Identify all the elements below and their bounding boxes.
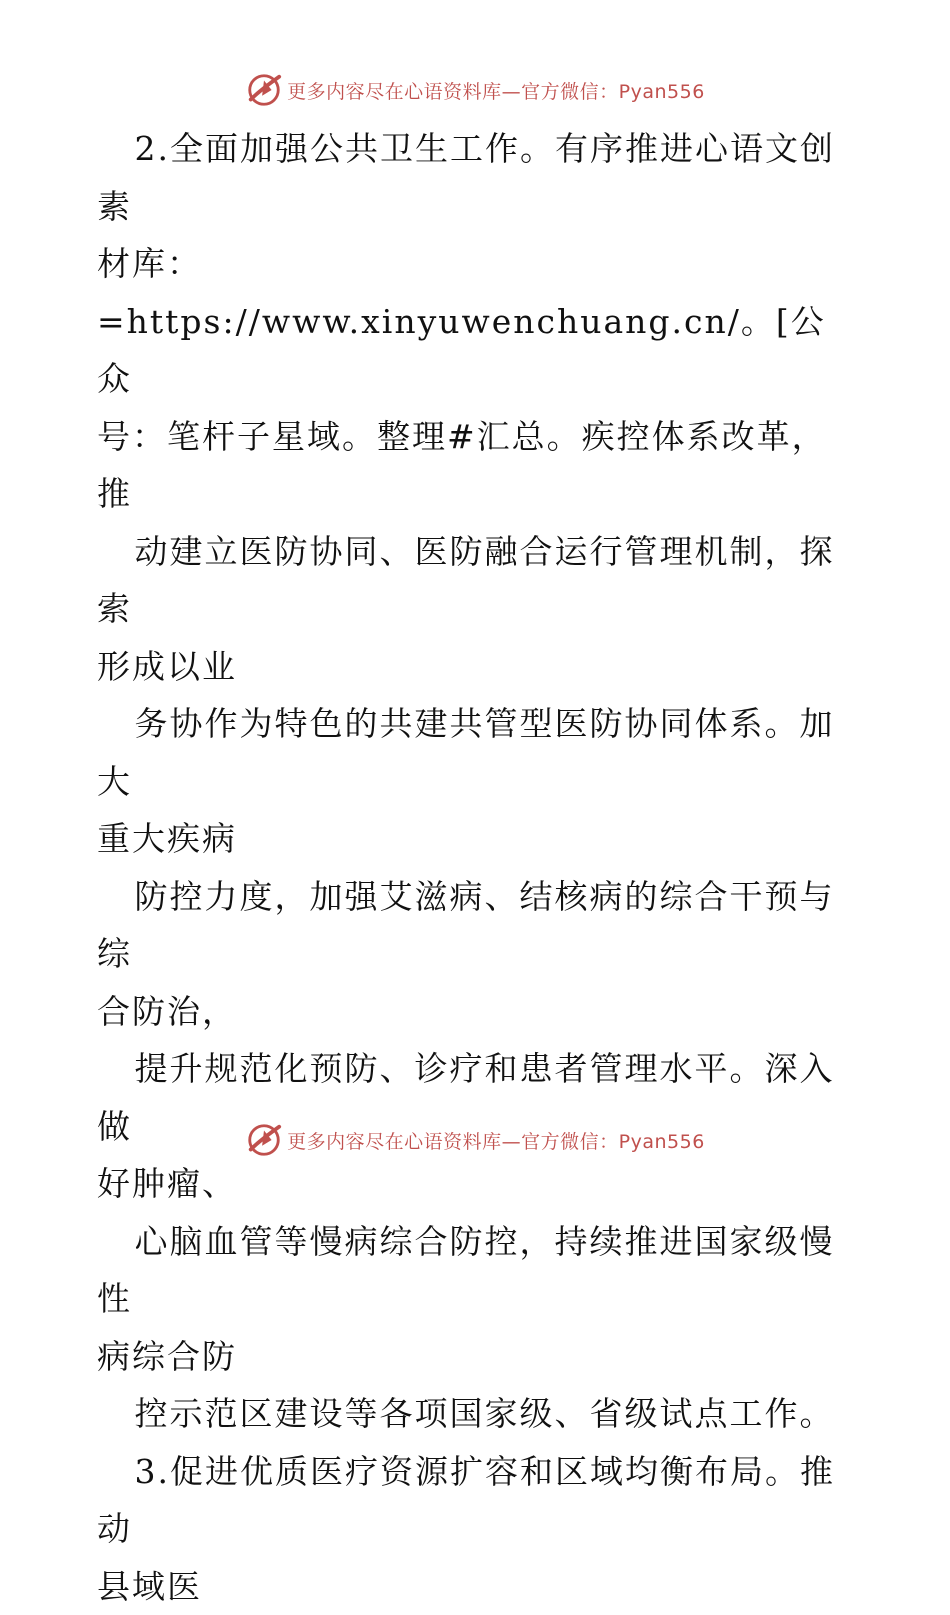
text-line: 心脑血管等慢病综合防控，持续推进国家级慢性 — [97, 1213, 857, 1328]
text-line: 材库：=https://www.xinyuwenchuang.cn/。[公众 — [97, 235, 857, 408]
text-line: 号：笔杆子星域。整理#汇总。疾控体系改革，推 — [97, 408, 857, 523]
text-line: 2.全面加强公共卫生工作。有序推进心语文创素 — [97, 120, 857, 235]
text-line: 提升规范化预防、诊疗和患者管理水平。深入做 — [97, 1040, 857, 1155]
text-line: 好肿瘤、 — [97, 1155, 857, 1213]
text-line: 县域医 — [97, 1558, 857, 1615]
text-line: 3.促进优质医疗资源扩容和区域均衡布局。推动 — [97, 1443, 857, 1558]
text-line: 形成以业 — [97, 638, 857, 696]
text-line: 重大疾病 — [97, 810, 857, 868]
text-line: 病综合防 — [97, 1328, 857, 1386]
pen-logo-icon — [245, 71, 283, 109]
text-line: 控示范区建设等各项国家级、省级试点工作。 — [97, 1385, 857, 1443]
watermark-text: 更多内容尽在心语资料库—官方微信：Pyan556 — [287, 1127, 705, 1154]
footer-watermark — [0, 1120, 950, 1160]
watermark-text: 更多内容尽在心语资料库—官方微信：Pyan556 — [287, 77, 705, 104]
document-body — [97, 120, 857, 1615]
header-watermark — [0, 70, 950, 110]
text-line: 防控力度，加强艾滋病、结核病的综合干预与综 — [97, 868, 857, 983]
pen-logo-icon — [245, 1121, 283, 1159]
text-line: 务协作为特色的共建共管型医防协同体系。加大 — [97, 695, 857, 810]
text-line: 合防治， — [97, 983, 857, 1041]
text-line: 动建立医防协同、医防融合运行管理机制，探索 — [97, 523, 857, 638]
